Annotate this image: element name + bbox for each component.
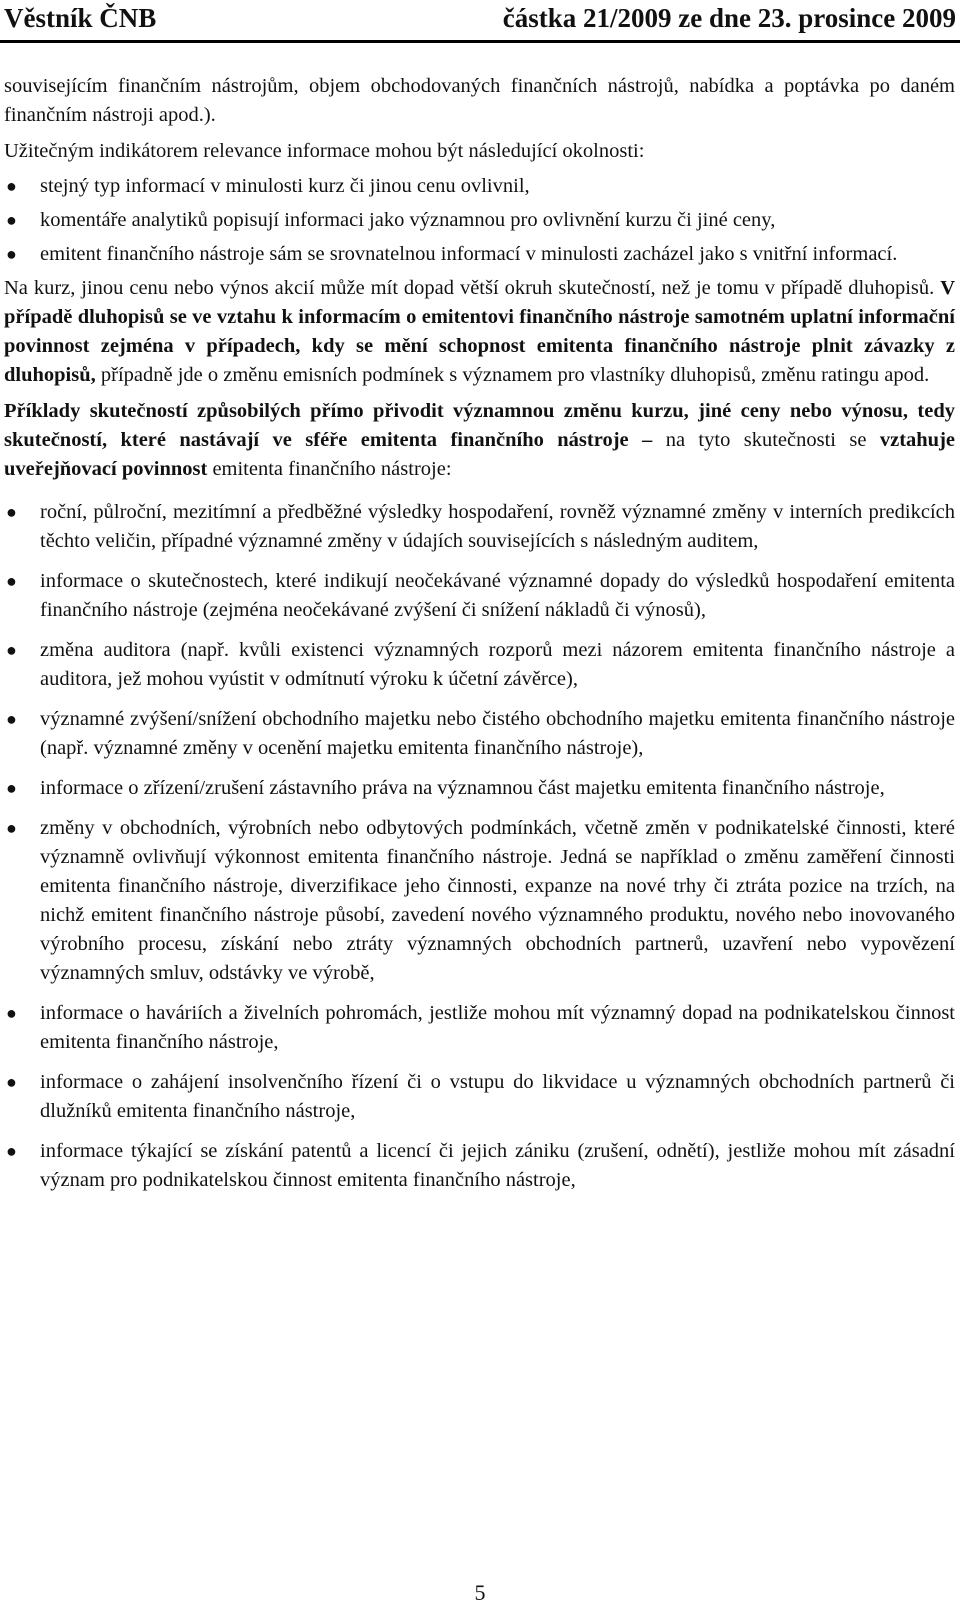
list-item-text: informace o skutečnostech, které indikují neočekávané významné dopady do výsledků hospodaření emitenta finančního nástroje (zejména neočekávané zvýšení či snížení nákladů či výnosů), [40,570,955,621]
paragraph-indicators-intro: Užitečným indikátorem relevance informace mohou být následující okolnosti: [4,140,645,162]
bullet-icon: ● [6,640,17,660]
list-item-text: informace o zřízení/zrušení zástavního práva na významnou část majetku emitenta finančního nástroje, [40,777,885,799]
list-item-text: informace o zahájení insolvenčního řízení či o vstupu do likvidace u významných obchodních partnerů či dlužníků emitenta finančního nástroje, [40,1071,955,1122]
list-item [4,814,955,988]
page-header [0,0,960,43]
bullet-icon: ● [6,818,17,838]
examples-bold-heading: Příklady skutečností způsobilých přímo přivodit významnou změnu kurzu, jiné ceny nebo výnosu, tedy skutečností, které nastávají ve sféře emitenta finančního nástroje – [4,400,955,451]
page-number: 5 [474,1580,486,1605]
document-body [4,72,955,1206]
list-item [4,999,955,1057]
bullet-icon: ● [6,176,17,196]
list-item [4,1068,955,1126]
list-item [4,636,955,694]
list-item-text: emitent finančního nástroje sám se srovnatelnou informací v minulosti zacházel jako s vnitřní informací. [40,243,898,265]
list-item-text: informace týkající se získání patentů a licencí či jejich zániku (zrušení, odnětí), jestliže mohou mít zásadní význam pro podnikatelskou činnost emitenta finančního nástroje, [40,1140,955,1191]
examples-text: na tyto skutečnosti se [665,429,867,451]
examples-bold-obligation: vztahuje uveřejňovací povinnost [4,429,956,480]
paragraph-bonds-tail: případně jde o změnu emisních podmínek s významem pro vlastníky dluhopisů, změnu ratingu apod. [100,364,930,386]
list-item [4,774,955,803]
bullet-icon: ● [6,502,17,522]
list-item [4,240,955,269]
journal-title: Věstník ČNB [4,3,157,33]
list-item-text: roční, půlroční, mezitímní a předběžné výsledky hospodaření, rovněž významné změny v interních predikcích těchto veličin, případné významné změny v údajích souvisejících s následným auditem, [40,501,955,552]
bullet-icon: ● [6,1141,17,1161]
paragraph-examples-intro [4,397,955,484]
list-item [4,206,955,235]
list-item-text: změny v obchodních, výrobních nebo odbytových podmínkách, včetně změn v podnikatelské činnosti, které významně ovlivňují výkonnost emitenta finančního nástroje. Jedná se například o změnu zaměření činnosti emitenta finančního nástroje, diverzifikace jeho činnosti, expanze na nové trhy či ztráta pozice na trzích, na nichž emitent finančního nástroje působí, zavedení nového významného produktu, nového nebo inovovaného výrobního procesu, získání nebo ztráty významných obchodních partnerů, uzavření nebo vypovězení významných smluv, odstávky ve výrobě, [40,817,955,984]
list-item [4,172,955,201]
list-item-text: významné zvýšení/snížení obchodního majetku nebo čistého obchodního majetku emitenta finančního nástroje (např. významné změny v ocenění majetku emitenta finančního nástroje), [40,708,955,759]
paragraph-bonds [4,274,955,390]
examples-list [4,498,955,1195]
list-item-text: komentáře analytiků popisují informaci jako významnou pro ovlivnění kurzu či jiné ceny, [40,209,776,231]
paragraph-bonds-bold: V případě dluhopisů se ve vztahu k informacím o emitentovi finančního nástroje samotném uplatní informační povinnost zejména v případech, kdy se mění schopnost emitenta finančního nástroje plnit závazky z dluhopisů, [4,277,956,386]
list-item [4,1137,955,1195]
list-item [4,567,955,625]
bullet-icon: ● [6,210,17,230]
list-item-text: informace o haváriích a živelních pohromách, jestliže mohou mít významný dopad na podnikatelskou činnost emitenta finančního nástroje, [40,1002,955,1053]
list-item [4,498,955,556]
list-item-text: stejný typ informací v minulosti kurz či jinou cenu ovlivnil, [40,175,530,197]
list-item-text: změna auditora (např. kvůli existenci významných rozporů mezi názorem emitenta finančního nástroje a auditora, jež mohou vyústit v odmítnutí výroku k účetní závěrce), [40,639,955,690]
paragraph-continuation: souvisejícím finančním nástrojům, objem obchodovaných finančních nástrojů, nabídka a poptávka po daném finančním nástroji apod.). [4,75,955,126]
paragraph-bonds-text: Na kurz, jinou cenu nebo výnos akcií může mít dopad větší okruh skutečností, než je tomu v případě dluhopisů. [4,277,935,299]
bullet-icon: ● [6,244,17,264]
bullet-icon: ● [6,571,17,591]
list-item [4,705,955,763]
examples-text-end: emitenta finančního nástroje: [212,458,452,480]
indicators-list [4,172,955,269]
bullet-icon: ● [6,1003,17,1023]
bullet-icon: ● [6,709,17,729]
issue-info: částka 21/2009 ze dne 23. prosince 2009 [502,3,956,33]
bullet-icon: ● [6,778,17,798]
bullet-icon: ● [6,1072,17,1092]
